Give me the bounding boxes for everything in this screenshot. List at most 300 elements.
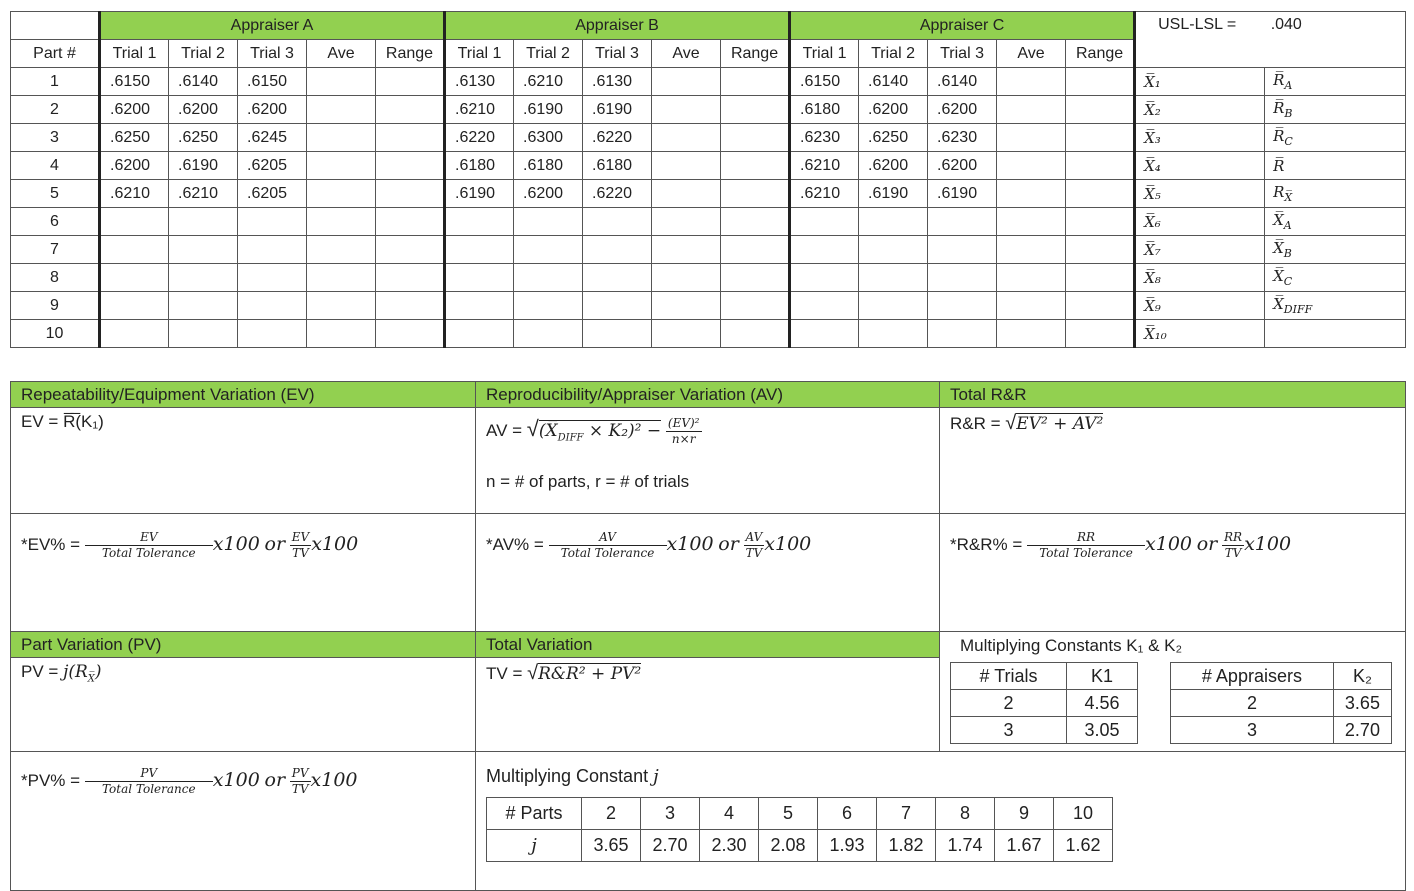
k1-cell: 4.56 <box>1067 690 1138 717</box>
trial-cell <box>790 236 859 264</box>
trial-cell <box>238 236 307 264</box>
average-cell <box>997 236 1066 264</box>
range-cell <box>376 124 445 152</box>
k1-header-k1: K1 <box>1067 663 1138 690</box>
col-header: Range <box>1066 40 1135 68</box>
j-value-cell: 1.93 <box>818 830 877 862</box>
pv-formula-symbol: $j(R_{X̅̅})$ <box>63 662 102 685</box>
k1-cell: 3 <box>951 717 1067 744</box>
j-value-cell: 2.30 <box>700 830 759 862</box>
average-cell <box>307 152 376 180</box>
rbar-symbol-cell: $X̅_B$ <box>1265 236 1406 264</box>
average-cell <box>652 320 721 348</box>
average-cell <box>997 96 1066 124</box>
part-row <box>11 264 1406 292</box>
x100-text: x100 <box>310 768 358 791</box>
trial-cell <box>238 320 307 348</box>
j-symbol: j <box>653 766 659 787</box>
xbar-symbol-cell: X̅̅₃ <box>1135 124 1265 152</box>
trial-cell: .6180 <box>583 152 652 180</box>
col-header: Trial 1 <box>100 40 169 68</box>
range-cell <box>721 124 790 152</box>
rbar-symbol-cell: $X̅_{DIFF}$ <box>1265 292 1406 320</box>
formula-grid <box>10 381 1406 891</box>
x100-text: x100 <box>212 532 260 555</box>
trial-cell: .6200 <box>238 96 307 124</box>
range-cell <box>376 152 445 180</box>
trial-cell: .6150 <box>100 68 169 96</box>
average-cell <box>652 180 721 208</box>
average-cell <box>652 152 721 180</box>
x100-text: x100 <box>1145 532 1192 555</box>
pv-formula-prefix: PV = <box>21 662 64 681</box>
xbar-symbol-cell: X̅̅₁₀ <box>1135 320 1265 348</box>
range-cell <box>376 208 445 236</box>
rbar-symbol-cell: $R_{X̅̅}$ <box>1265 180 1406 208</box>
j-value-cell: 1.67 <box>995 830 1054 862</box>
range-cell <box>721 292 790 320</box>
rr-formula-cell: R&R = √EV² + AV² <box>940 408 1406 514</box>
part-row <box>11 180 1406 208</box>
trial-cell <box>169 320 238 348</box>
trial-cell <box>169 264 238 292</box>
k-constants-cell <box>940 632 1406 752</box>
col-header: Trial 3 <box>238 40 307 68</box>
av-formula-prefix: AV = <box>486 421 527 440</box>
rr-alt-numerator: RR <box>1224 530 1243 544</box>
ev-section-title: Repeatability/Equipment Variation (EV) <box>11 382 476 408</box>
trial-cell: .6200 <box>928 152 997 180</box>
k2-cell: 2.70 <box>1333 717 1391 744</box>
ev-percent-denominator: Total Tolerance <box>101 546 196 560</box>
trial-cell <box>859 292 928 320</box>
rbar-symbol-cell: $X̅_A$ <box>1265 208 1406 236</box>
trial-cell <box>100 264 169 292</box>
rr-formula-radicand: EV² + AV² <box>1016 414 1104 434</box>
trial-cell: .6200 <box>100 96 169 124</box>
range-cell <box>721 180 790 208</box>
trial-cell: .6150 <box>238 68 307 96</box>
trial-cell <box>100 236 169 264</box>
k1-header-trials: # Trials <box>951 663 1067 690</box>
av-percent-numerator: AV <box>549 530 667 546</box>
range-cell <box>1066 96 1135 124</box>
pv-percent-cell <box>11 752 476 891</box>
trial-cell <box>445 208 514 236</box>
part-number-header: Part # <box>11 40 100 68</box>
ev-percent-cell <box>11 514 476 632</box>
range-cell <box>721 236 790 264</box>
j-parts-cell: 3 <box>641 798 700 830</box>
av-percent-denominator: Total Tolerance <box>560 546 655 560</box>
pv-percent-denominator: Total Tolerance <box>101 782 196 796</box>
rr-percent-cell <box>940 514 1406 632</box>
j-constant-table <box>486 797 1113 862</box>
col-header: Trial 1 <box>445 40 514 68</box>
pv-section-title: Part Variation (PV) <box>11 632 476 658</box>
j-parts-cell: 10 <box>1054 798 1113 830</box>
k1-cell: 2 <box>951 690 1067 717</box>
trial-cell: .6130 <box>445 68 514 96</box>
col-header: Trial 2 <box>859 40 928 68</box>
xbar-symbol-cell: X̅̅₇ <box>1135 236 1265 264</box>
trial-cell <box>790 320 859 348</box>
trial-cell: .6230 <box>928 124 997 152</box>
xbar-symbol-cell: X̅̅₅ <box>1135 180 1265 208</box>
trial-cell: .6150 <box>790 68 859 96</box>
range-cell <box>1066 320 1135 348</box>
j-value-cell: 2.08 <box>759 830 818 862</box>
range-cell <box>376 180 445 208</box>
j-value-cell: 1.62 <box>1054 830 1113 862</box>
trial-cell: .6140 <box>928 68 997 96</box>
trial-cell <box>100 320 169 348</box>
trial-cell: .6140 <box>859 68 928 96</box>
trial-cell <box>514 292 583 320</box>
average-cell <box>307 96 376 124</box>
trial-cell <box>445 292 514 320</box>
j-value-cell: 1.82 <box>877 830 936 862</box>
trial-cell <box>238 292 307 320</box>
k-constants-title: Multiplying Constants K₁ & K₂ <box>960 636 1183 655</box>
j-value-cell: 3.65 <box>582 830 641 862</box>
average-cell <box>997 292 1066 320</box>
average-cell <box>652 208 721 236</box>
part-row <box>11 208 1406 236</box>
or-text: or <box>718 532 739 555</box>
trial-cell: .6190 <box>859 180 928 208</box>
average-cell <box>307 180 376 208</box>
trial-cell <box>859 236 928 264</box>
trial-cell: .6200 <box>859 152 928 180</box>
col-header: Trial 3 <box>583 40 652 68</box>
pv-formula-cell <box>11 658 476 752</box>
pv-percent-numerator: PV <box>85 766 213 782</box>
j-parts-cell: 7 <box>877 798 936 830</box>
range-cell <box>721 152 790 180</box>
xbar-symbol-cell: X̅̅₄ <box>1135 152 1265 180</box>
ev-alt-numerator: EV <box>291 530 310 544</box>
part-row <box>11 320 1406 348</box>
col-header: Ave <box>997 40 1066 68</box>
part-number-cell: 2 <box>11 96 100 124</box>
trial-cell <box>514 264 583 292</box>
average-cell <box>997 264 1066 292</box>
rbar-symbol-cell: $R̅_B$ <box>1265 96 1406 124</box>
av-frac-denominator: n×r <box>671 432 696 447</box>
average-cell <box>652 236 721 264</box>
average-cell <box>652 96 721 124</box>
part-number-cell: 7 <box>11 236 100 264</box>
xbar-symbol-cell: X̅̅₂ <box>1135 96 1265 124</box>
trial-cell <box>790 208 859 236</box>
range-cell <box>1066 264 1135 292</box>
average-cell <box>652 124 721 152</box>
trial-cell: .6205 <box>238 180 307 208</box>
ev-percent-numerator: EV <box>85 530 213 546</box>
part-number-cell: 5 <box>11 180 100 208</box>
trial-cell: .6250 <box>100 124 169 152</box>
trial-cell <box>169 292 238 320</box>
appraiser-a-header: Appraiser A <box>100 12 445 40</box>
ev-formula-symbol: R̅̅ <box>63 412 76 431</box>
j-parts-cell: 9 <box>995 798 1054 830</box>
trial-cell: .6210 <box>790 152 859 180</box>
j-parts-cell: 4 <box>700 798 759 830</box>
trial-cell <box>583 320 652 348</box>
average-cell <box>997 152 1066 180</box>
trial-cell <box>100 208 169 236</box>
trial-cell <box>928 264 997 292</box>
trial-cell <box>859 320 928 348</box>
k2-table <box>1170 662 1392 744</box>
trial-cell <box>238 264 307 292</box>
trial-cell: .6210 <box>514 68 583 96</box>
trial-cell: .6130 <box>583 68 652 96</box>
range-cell <box>1066 180 1135 208</box>
tv-formula-cell: TV = √R&R² + PV² <box>476 658 940 752</box>
trial-cell <box>100 292 169 320</box>
trial-cell: .6190 <box>169 152 238 180</box>
j-parts-cell: 2 <box>582 798 641 830</box>
col-header: Range <box>721 40 790 68</box>
trial-cell: .6205 <box>238 152 307 180</box>
trial-cell: .6190 <box>514 96 583 124</box>
average-cell <box>997 68 1066 96</box>
trial-cell: .6190 <box>445 180 514 208</box>
range-cell <box>376 68 445 96</box>
j-values-label: j <box>487 830 582 862</box>
or-text: or <box>264 768 286 791</box>
average-cell <box>307 292 376 320</box>
col-header: Trial 3 <box>928 40 997 68</box>
trial-cell <box>445 236 514 264</box>
usl-lsl-label: USL-LSL = <box>1158 16 1237 33</box>
average-cell <box>307 208 376 236</box>
j-value-cell: 2.70 <box>641 830 700 862</box>
trial-cell: .6180 <box>445 152 514 180</box>
trial-cell: .6140 <box>169 68 238 96</box>
k2-header-k2: K₂ <box>1333 663 1391 690</box>
col-header: Trial 2 <box>169 40 238 68</box>
average-cell <box>307 264 376 292</box>
pv-percent-label: *PV% = <box>21 770 81 790</box>
av-percent-label: *AV% = <box>486 534 544 554</box>
tv-formula-radicand: R&R² + PV² <box>538 664 642 684</box>
trial-cell: .6220 <box>445 124 514 152</box>
x100-text: x100 <box>1244 532 1292 555</box>
trial-cell: .6230 <box>790 124 859 152</box>
trial-cell: .6200 <box>514 180 583 208</box>
trial-cell <box>928 292 997 320</box>
rr-percent-label: *R&R% = <box>950 534 1023 554</box>
k2-header-appraisers: # Appraisers <box>1171 663 1334 690</box>
k1-cell: 3.05 <box>1067 717 1138 744</box>
appraiser-header-row <box>11 12 1406 40</box>
average-cell <box>652 292 721 320</box>
trial-cell: .6200 <box>859 96 928 124</box>
col-header: Ave <box>307 40 376 68</box>
xbar-symbol-cell: X̅̅₁ <box>1135 68 1265 96</box>
trial-cell <box>859 208 928 236</box>
or-text: or <box>264 532 286 555</box>
tv-formula-prefix: TV = <box>486 664 528 683</box>
ev-alt-denominator: TV <box>292 546 309 560</box>
rr-percent-numerator: RR <box>1027 530 1145 546</box>
range-cell <box>721 68 790 96</box>
trial-cell <box>583 264 652 292</box>
trial-cell: .6180 <box>790 96 859 124</box>
j-parts-cell: 8 <box>936 798 995 830</box>
k2-cell: 3.65 <box>1333 690 1391 717</box>
trial-cell <box>583 236 652 264</box>
j-constant-cell <box>476 752 1406 891</box>
col-header: Range <box>376 40 445 68</box>
rr-percent-denominator: Total Tolerance <box>1039 546 1133 560</box>
ev-percent-label: *EV% = <box>21 534 81 554</box>
range-cell <box>1066 68 1135 96</box>
range-cell <box>721 208 790 236</box>
rr-formula-prefix: R&R = <box>950 414 1006 433</box>
appraiser-b-header: Appraiser B <box>445 12 790 40</box>
range-cell <box>721 264 790 292</box>
gage-rr-data-table <box>10 11 1406 348</box>
trial-cell: .6220 <box>583 180 652 208</box>
trial-cell: .6180 <box>514 152 583 180</box>
trial-cell: .6190 <box>928 180 997 208</box>
part-row <box>11 292 1406 320</box>
range-cell <box>376 320 445 348</box>
rbar-symbol-cell: $R̅_A$ <box>1265 68 1406 96</box>
rbar-symbol-cell: R̅̅ <box>1265 152 1406 180</box>
trial-cell <box>928 236 997 264</box>
range-cell <box>376 292 445 320</box>
trial-cell <box>514 320 583 348</box>
rbar-symbol-cell: $X̅_C$ <box>1265 264 1406 292</box>
ev-formula-suffix: (K₁) <box>75 412 104 431</box>
part-number-cell: 6 <box>11 208 100 236</box>
tv-section-title: Total Variation <box>476 632 940 658</box>
range-cell <box>376 236 445 264</box>
av-alt-numerator: AV <box>745 530 763 544</box>
trial-cell: .6190 <box>583 96 652 124</box>
usl-lsl-value: .040 <box>1270 16 1302 33</box>
range-cell <box>1066 124 1135 152</box>
range-cell <box>1066 152 1135 180</box>
trial-cell: .6210 <box>445 96 514 124</box>
trial-cell <box>238 208 307 236</box>
ev-formula-cell <box>11 408 476 514</box>
trial-cell <box>790 264 859 292</box>
or-text: or <box>1196 532 1218 555</box>
trial-cell: .6250 <box>859 124 928 152</box>
part-number-cell: 8 <box>11 264 100 292</box>
xbar-symbol-cell: X̅̅₉ <box>1135 292 1265 320</box>
trial-cell <box>583 208 652 236</box>
av-formula-cell: AV = $√(X̅_{DIFF} \times K_2)^2$ − $\frac{\text{(EV)²}}{n\times r}$ n = # of parts, r = # of trials <box>476 408 940 514</box>
part-number-cell: 1 <box>11 68 100 96</box>
rr-section-title: Total R&R <box>940 382 1406 408</box>
corner-cell <box>11 12 100 40</box>
range-cell <box>1066 208 1135 236</box>
average-cell <box>997 320 1066 348</box>
trial-cell: .6200 <box>928 96 997 124</box>
average-cell <box>307 320 376 348</box>
usl-lsl-cell <box>1135 12 1406 68</box>
trial-cell <box>445 264 514 292</box>
av-note: n = # of parts, r = # of trials <box>486 472 690 491</box>
trial-cell: .6245 <box>238 124 307 152</box>
j-constant-title: Multiplying Constant <box>486 766 654 786</box>
av-alt-denominator: TV <box>745 546 763 560</box>
average-cell <box>307 68 376 96</box>
average-cell <box>307 236 376 264</box>
k1-table <box>950 662 1138 744</box>
trial-cell: .6300 <box>514 124 583 152</box>
part-number-cell: 4 <box>11 152 100 180</box>
av-section-title: Reproducibility/Appraiser Variation (AV) <box>476 382 940 408</box>
av-percent-cell <box>476 514 940 632</box>
part-row <box>11 68 1406 96</box>
range-cell <box>376 96 445 124</box>
range-cell <box>1066 236 1135 264</box>
rbar-symbol-cell: $R̅_C$ <box>1265 124 1406 152</box>
part-row <box>11 236 1406 264</box>
x100-text: x100 <box>666 532 714 555</box>
trial-cell <box>583 292 652 320</box>
col-header: Trial 1 <box>790 40 859 68</box>
j-parts-cell: 5 <box>759 798 818 830</box>
appraiser-c-header: Appraiser C <box>790 12 1135 40</box>
trial-cell: .6250 <box>169 124 238 152</box>
trial-cell <box>169 208 238 236</box>
average-cell <box>997 124 1066 152</box>
j-parts-label: # Parts <box>487 798 582 830</box>
trial-cell <box>169 236 238 264</box>
average-cell <box>652 264 721 292</box>
av-frac-numerator: (EV)² <box>667 416 700 431</box>
xbar-symbol-cell: X̅̅₆ <box>1135 208 1265 236</box>
trial-cell: .6200 <box>169 96 238 124</box>
trial-cell: .6210 <box>100 180 169 208</box>
rbar-symbol-cell <box>1265 320 1406 348</box>
j-value-cell: 1.74 <box>936 830 995 862</box>
xbar-symbol-cell: X̅̅₈ <box>1135 264 1265 292</box>
col-header: Ave <box>652 40 721 68</box>
trial-cell <box>790 292 859 320</box>
average-cell <box>307 124 376 152</box>
x100-text: x100 <box>212 768 260 791</box>
trial-cell <box>928 320 997 348</box>
part-number-cell: 10 <box>11 320 100 348</box>
range-cell <box>721 320 790 348</box>
part-row <box>11 96 1406 124</box>
part-number-cell: 9 <box>11 292 100 320</box>
range-cell <box>376 264 445 292</box>
trial-cell: .6210 <box>790 180 859 208</box>
trial-cell <box>928 208 997 236</box>
pv-alt-numerator: PV <box>291 766 309 780</box>
ev-formula-prefix: EV = <box>21 412 64 431</box>
average-cell <box>997 180 1066 208</box>
x100-text: x100 <box>764 532 812 555</box>
pv-alt-denominator: TV <box>291 782 309 796</box>
part-row <box>11 152 1406 180</box>
trial-cell: .6220 <box>583 124 652 152</box>
range-cell <box>721 96 790 124</box>
trial-cell <box>859 264 928 292</box>
range-cell <box>1066 292 1135 320</box>
